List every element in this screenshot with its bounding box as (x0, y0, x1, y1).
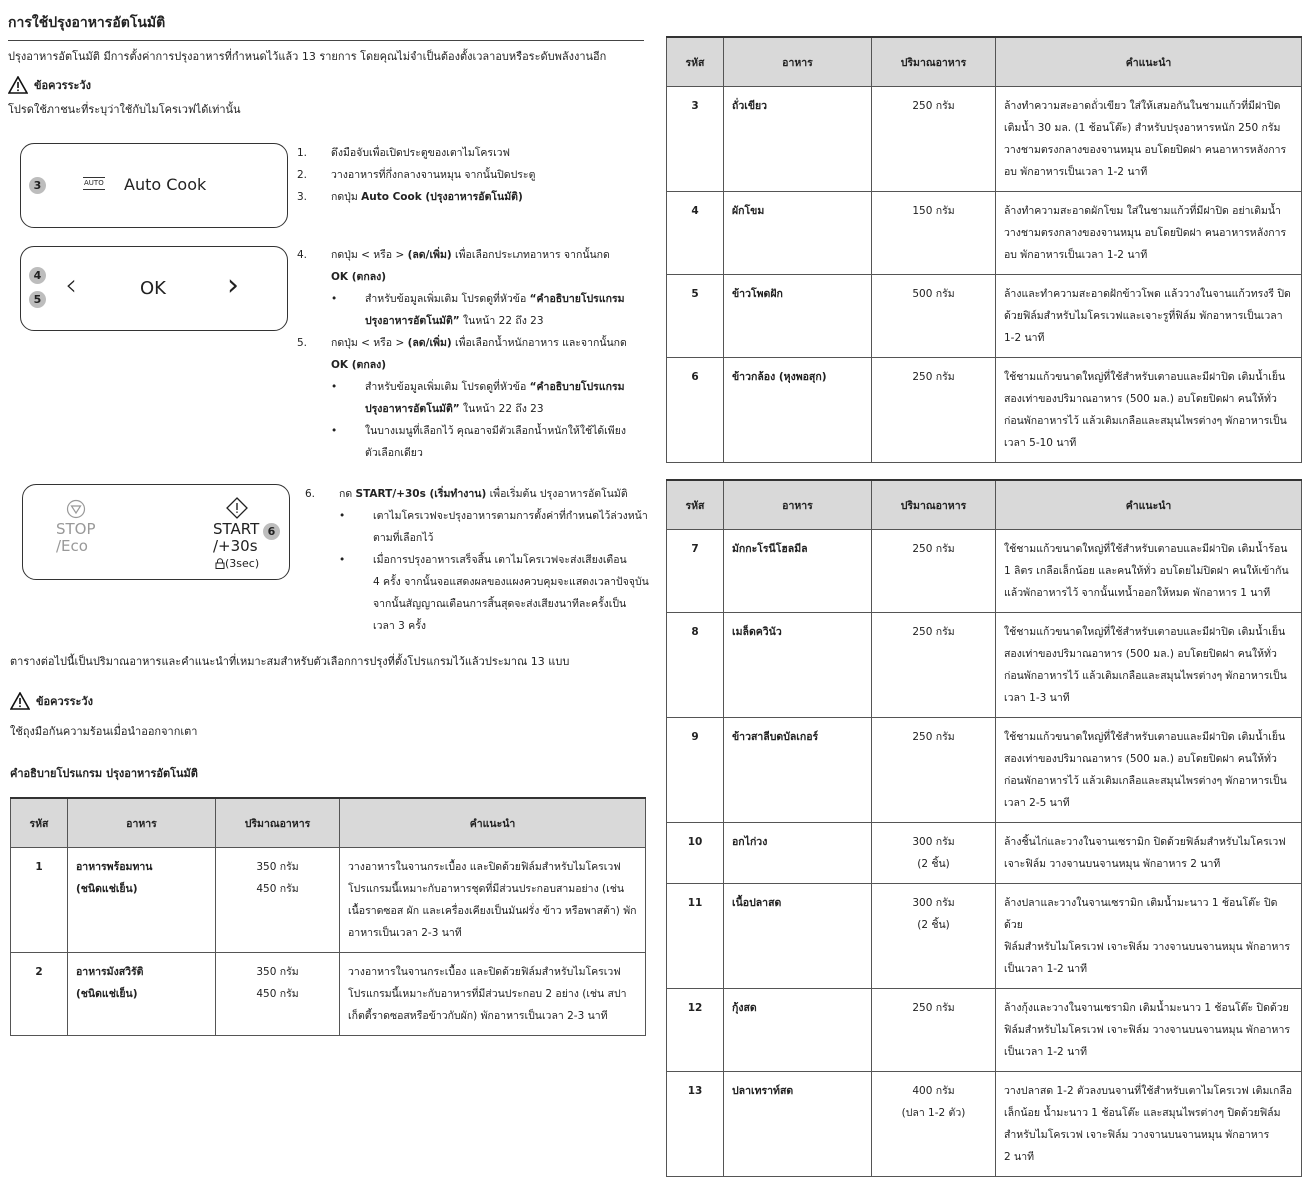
table-row (11, 848, 646, 953)
start-label: START (213, 520, 260, 538)
cell-food-line: ข้าวกล้อง (หุงพอสุก) (732, 371, 827, 383)
cell-qty (872, 718, 996, 823)
caution-text-2: ใช้ถุงมือกันความร้อนเมื่อนำออกจากเตา (10, 725, 198, 738)
header-advice: คำแนะนำ (996, 480, 1302, 530)
table-row (667, 884, 1302, 989)
start-icon (226, 497, 248, 519)
header-food: อาหาร (724, 480, 872, 530)
stop-label: STOP (56, 520, 96, 538)
cell-advice (996, 192, 1302, 275)
cell-advice-line: อาหารเป็นเวลา 2-3 นาที (348, 927, 462, 939)
cell-food-line: (ชนิดแช่เย็น) (76, 883, 138, 895)
cell-advice-line: เวลา 1-3 นาที (1004, 692, 1070, 704)
cell-qty (872, 613, 996, 718)
program-table-3 (666, 479, 1302, 1177)
cell-advice (996, 1072, 1302, 1177)
cell-qty (216, 848, 340, 953)
cell-advice-line: เวลา 5-10 นาที (1004, 437, 1077, 449)
cell-code: 11 (667, 884, 724, 989)
cell-qty (872, 192, 996, 275)
cell-qty-line: 250 กรัม (912, 100, 955, 112)
ok-panel (20, 246, 288, 331)
cell-code: 4 (667, 192, 724, 275)
cell-code: 5 (667, 275, 724, 358)
cell-advice-line: ฟิล์มสำหรับไมโครเวฟ เจาะฟิล์ม วางจานบนจานหมุน พักอาหาร (1004, 1024, 1290, 1036)
caution-heading-2 (10, 692, 93, 710)
step-badge-3: 3 (29, 177, 46, 194)
lock-hint (213, 555, 259, 572)
header-food: อาหาร (68, 798, 216, 848)
cell-qty-line: 250 กรัม (912, 1002, 955, 1014)
cell-food-line: ข้าวโพดฝัก (732, 288, 783, 300)
caution-label: ข้อควรระวัง (36, 695, 93, 708)
step-badge-5: 5 (29, 291, 46, 308)
cell-advice-line: สองเท่าของปริมาณอาหาร (500 มล.) อบโดยปิดฝา คนให้ทั่ว (1004, 753, 1277, 765)
step-2: วางอาหารที่กึ่งกลางจานหมุน จากนั้นปิดประตู (331, 169, 536, 181)
cell-advice-line: ใช้ชามแก้วขนาดใหญ่ที่ใช้สำหรับเตาอบและมีฝาปิด เติมน้ำเย็น (1004, 626, 1286, 638)
table-row (11, 953, 646, 1036)
cell-food-line: ถั่วเขียว (732, 100, 768, 112)
header-qty: ปริมาณอาหาร (872, 480, 996, 530)
cell-advice-line: อบ พักอาหารเป็นเวลา 1-2 นาที (1004, 166, 1148, 178)
start-button[interactable] (213, 521, 259, 572)
steps-1-3: 1. ดึงมือจับเพื่อเปิดประตูของเตาไมโครเวฟ 2. วางอาหารที่กึ่งกลางจานหมุน จากนั้นปิดประตู 3. กดปุ่ม Auto Cook (ปรุงอาหารอัตโนมัติ) (297, 142, 535, 208)
table-row (667, 530, 1302, 613)
lock-label: (3sec) (225, 557, 260, 570)
cell-food (724, 989, 872, 1072)
cell-code: 7 (667, 530, 724, 613)
header-advice: คำแนะนำ (340, 798, 646, 848)
cell-code: 13 (667, 1072, 724, 1177)
cell-advice-line: วางอาหารในจานกระเบื้อง และปิดด้วยฟิล์มสำหรับไมโครเวฟ (348, 861, 621, 873)
cell-food (724, 530, 872, 613)
cell-advice-line: สำหรับไมโครเวฟ เจาะฟิล์ม วางจานบนจานหมุน พักอาหาร (1004, 1129, 1270, 1141)
cell-food (724, 823, 872, 884)
cell-qty-line: 450 กรัม (256, 988, 299, 1000)
cell-code: 12 (667, 989, 724, 1072)
cell-code: 1 (11, 848, 68, 953)
table-row (667, 1072, 1302, 1177)
cell-qty (872, 358, 996, 463)
cell-qty-line: 450 กรัม (256, 883, 299, 895)
cell-advice-line: ล้างกุ้งและวางในจานเซรามิก เติมน้ำมะนาว 1 ช้อนโต๊ะ ปิดด้วย (1004, 1002, 1289, 1014)
cell-advice-line: วางชามตรงกลางของจานหมุน อบโดยปิดฝา คนอาหารหลังการ (1004, 227, 1287, 239)
cell-food-line: ข้าวสาลีบดบัลเกอร์ (732, 731, 819, 743)
cell-food-line: ผักโขม (732, 205, 765, 217)
cell-food (724, 613, 872, 718)
cell-advice (996, 358, 1302, 463)
cell-advice-line: 2 นาที (1004, 1151, 1035, 1163)
cell-advice (996, 989, 1302, 1072)
cell-advice-line: เติมน้ำ 30 มล. (1 ช้อนโต๊ะ) สำหรับปรุงอาหารหนัก 250 กรัม (1004, 122, 1281, 134)
cell-food-line: (ชนิดแช่เย็น) (76, 988, 138, 1000)
header-code: รหัส (11, 798, 68, 848)
cell-advice (340, 953, 646, 1036)
caution-text-1: โปรดใช้ภาชนะที่ระบุว่าใช้กับไมโครเวฟได้เท่านั้น (8, 103, 241, 116)
cell-qty-line: 250 กรัม (912, 731, 955, 743)
cell-code: 9 (667, 718, 724, 823)
table-row (667, 358, 1302, 463)
cell-advice-line: 1-2 นาที (1004, 332, 1045, 344)
cell-food-line: กุ้งสด (732, 1002, 757, 1014)
eco-label: /Eco (56, 537, 88, 555)
table-row (667, 718, 1302, 823)
cell-qty-line: (ปลา 1-2 ตัว) (901, 1107, 966, 1119)
cell-code: 2 (11, 953, 68, 1036)
cell-advice-line: วางปลาสด 1-2 ตัวลงบนจานที่ใช้สำหรับเตาไมโครเวฟ เติมเกลือ (1004, 1085, 1293, 1097)
cell-qty-line: (2 ชิ้น) (917, 858, 950, 870)
cell-food-line: เมล็ดควินัว (732, 626, 782, 638)
cell-qty-line: 250 กรัม (912, 626, 955, 638)
cell-food-line: อกไก่วง (732, 836, 768, 848)
cell-food (724, 1072, 872, 1177)
cell-advice (996, 823, 1302, 884)
table-row (667, 989, 1302, 1072)
cell-qty (872, 1072, 996, 1177)
cell-advice-line: ใช้ชามแก้วขนาดใหญ่ที่ใช้สำหรับเตาอบและมีฝาปิด เติมน้ำเย็น (1004, 371, 1286, 383)
steps-4-5: 4. กดปุ่ม < หรือ > (ลด/เพิ่ม) เพื่อเลือกประเภทอาหาร จากนั้นกด OK (ตกลง) • สำหรับข้อมูลเพิ่มเติม โปรดดูที่หัวข้อ “คำอธิบายโปรแกรม ปรุงอาหารอัตโนมัติ” ในหน้า 22 ถึง 23 5. กดปุ่ม < หรือ > (ลด/เพิ่ม) เพื่อเลือกน้ำหนักอาหาร และจากนั้นกด OK (ตกลง) • สำหรับข้อมูลเพิ่มเติม โปรดดูที่หัวข้อ “คำอธิบายโปรแกรม ปรุงอาหารอัตโนมัติ” ในหน้า 22 ถึง 23 • ในบางเมนูที่เลือกไว้ คุณอาจมีตัวเลือกน้ำหนักให้ใช้ได้เพียง ตัวเลือกเดียว (297, 244, 647, 464)
step-4-ok: OK (ตกลง) (331, 271, 387, 283)
cell-advice-line: วางชามตรงกลางของจานหมุน อบโดยปิดฝา คนอาหารหลังการ (1004, 144, 1287, 156)
cell-advice (340, 848, 646, 953)
auto-cook-panel (20, 143, 288, 228)
cell-advice-line: โปรแกรมนี้เหมาะกับอาหารที่มีส่วนประกอบ 2 อย่าง (เช่น สปา (348, 988, 627, 1000)
cell-advice-line: แล้วพักอาหารไว้ จากนั้นเทน้ำออกให้หมด พักอาหาร 1 นาที (1004, 587, 1271, 599)
left-column (8, 0, 648, 118)
header-code: รหัส (667, 37, 724, 87)
auto-icon: AUTO (83, 177, 105, 190)
cell-advice-line: ใช้ชามแก้วขนาดใหญ่ที่ใช้สำหรับเตาอบและมีฝาปิด เติมน้ำร้อน (1004, 543, 1288, 555)
cell-qty-line: 150 กรัม (912, 205, 955, 217)
cell-advice-line: ล้างทำความสะอาดถั่วเขียว ใส่ให้เสมอกันในชามแก้วที่มีฝาปิด (1004, 100, 1281, 112)
cell-code: 6 (667, 358, 724, 463)
section-title: คำอธิบายโปรแกรม ปรุงอาหารอัตโนมัติ (10, 767, 198, 780)
cell-code: 10 (667, 823, 724, 884)
step-5: กดปุ่ม < หรือ > (ลด/เพิ่ม) เพื่อเลือกน้ำหนักอาหาร และจากนั้นกด (331, 337, 627, 349)
cell-advice-line: ก่อนพักอาหารไว้ แล้วเติมเกลือและสมุนไพรต่างๆ พักอาหารเป็น (1004, 775, 1287, 787)
cell-qty (872, 275, 996, 358)
cell-advice-line: เนื้อราดซอส ผัก และเครื่องเคียงเป็นมันฝรั่ง ข้าว หรือพาสต้า) พัก (348, 905, 637, 917)
cell-advice-line: เวลา 2-5 นาที (1004, 797, 1070, 809)
cell-advice-line: วางอาหารในจานกระเบื้อง และปิดด้วยฟิล์มสำหรับไมโครเวฟ (348, 966, 621, 978)
table-row (667, 275, 1302, 358)
cell-food-line: เนื้อปลาสด (732, 897, 782, 909)
cell-code: 3 (667, 87, 724, 192)
header-food: อาหาร (724, 37, 872, 87)
cell-advice-line: ก่อนพักอาหารไว้ แล้วเติมเกลือและสมุนไพรต่างๆ พักอาหารเป็น (1004, 415, 1287, 427)
step-3: กดปุ่ม Auto Cook (ปรุงอาหารอัตโนมัติ) (331, 191, 523, 203)
cell-food (724, 884, 872, 989)
header-qty: ปริมาณอาหาร (216, 798, 340, 848)
caution-label: ข้อควรระวัง (34, 79, 91, 92)
stop-eco-button[interactable] (56, 521, 96, 555)
cell-advice-line: ล้างทำความสะอาดผักโขม ใส่ในชามแก้วที่มีฝาปิด อย่าเติมน้ำ (1004, 205, 1281, 217)
cell-food (68, 953, 216, 1036)
cell-advice-line: เจาะฟิล์ม วางจานบนจานหมุน พักอาหาร 2 นาที (1004, 858, 1221, 870)
cell-advice-line: เป็นเวลา 1-2 นาที (1004, 1046, 1088, 1058)
cell-food (68, 848, 216, 953)
step-badge-6: 6 (263, 523, 280, 540)
step-6: กด START/+30s (เริ่มทำงาน) เพื่อเริ่มต้น ปรุงอาหารอัตโนมัติ (339, 488, 628, 500)
caution-heading-1 (8, 76, 648, 94)
cell-qty-line: 250 กรัม (912, 371, 955, 383)
cell-advice-line: เล็กน้อย น้ำมะนาว 1 ช้อนโต๊ะ และสมุนไพรต่างๆ ปิดด้วยฟิล์ม (1004, 1107, 1281, 1119)
cell-code: 8 (667, 613, 724, 718)
cell-food (724, 275, 872, 358)
intro-text: ปรุงอาหารอัตโนมัติ มีการตั้งค่าการปรุงอาหารที่กำหนดไว้แล้ว 13 รายการ โดยคุณไม่จำเป็นต้องตั้งเวลาอบหรือระดับพลังงานอีก (8, 50, 607, 63)
cell-advice-line: ล้างชิ้นไก่และวางในจานเซรามิก ปิดด้วยฟิล์มสำหรับไมโครเวฟ (1004, 836, 1286, 848)
start-panel (22, 484, 290, 580)
page-title: การใช้ปรุงอาหารอัตโนมัติ (8, 0, 644, 41)
header-advice: คำแนะนำ (996, 37, 1302, 87)
right-arrow-button[interactable]: › (227, 268, 239, 303)
cell-qty (872, 87, 996, 192)
cell-qty (872, 823, 996, 884)
cell-advice (996, 613, 1302, 718)
left-arrow-button[interactable]: ‹ (65, 268, 77, 303)
cell-qty (872, 884, 996, 989)
stop-icon (66, 499, 86, 519)
cell-food (724, 358, 872, 463)
cell-advice-line: อบ พักอาหารเป็นเวลา 1-2 นาที (1004, 249, 1148, 261)
program-table-2 (666, 36, 1302, 463)
cell-qty (872, 989, 996, 1072)
cell-advice-line: สองเท่าของปริมาณอาหาร (500 มล.) อบโดยปิดฝา คนให้ทั่ว (1004, 393, 1277, 405)
cell-food-line: ปลาเทราท์สด (732, 1085, 794, 1097)
cell-qty-line: 300 กรัม (912, 897, 955, 909)
table-row (667, 613, 1302, 718)
cell-qty-line: 350 กรัม (256, 861, 299, 873)
cell-advice (996, 87, 1302, 192)
table-note: ตารางต่อไปนี้เป็นปริมาณอาหารและคำแนะนำที่เหมาะสมสำหรับตัวเลือกการปรุงที่ตั้งโปรแกรมไว้แล้วประมาณ 13 แบบ (10, 655, 570, 668)
cell-qty-line: 400 กรัม (912, 1085, 955, 1097)
warning-icon (8, 76, 28, 94)
cell-advice-line: ใช้ชามแก้วขนาดใหญ่ที่ใช้สำหรับเตาอบและมีฝาปิด เติมน้ำเย็น (1004, 731, 1286, 743)
cell-advice (996, 884, 1302, 989)
step-4: กดปุ่ม < หรือ > (ลด/เพิ่ม) เพื่อเลือกประเภทอาหาร จากนั้นกด (331, 249, 610, 261)
cell-advice (996, 718, 1302, 823)
cell-food-line: มักกะโรนีโฮลมีล (732, 543, 808, 555)
cell-advice-line: เป็นเวลา 1-2 นาที (1004, 963, 1088, 975)
cell-advice (996, 275, 1302, 358)
plus30-label: /+30s (213, 537, 258, 555)
cell-advice-line: สองเท่าของปริมาณอาหาร (500 มล.) อบโดยปิดฝา คนให้ทั่ว (1004, 648, 1277, 660)
cell-food (724, 718, 872, 823)
cell-qty-line: 250 กรัม (912, 543, 955, 555)
header-code: รหัส (667, 480, 724, 530)
cell-qty-line: 500 กรัม (912, 288, 955, 300)
step-badge-4: 4 (29, 267, 46, 284)
step-5-ok: OK (ตกลง) (331, 359, 387, 371)
cell-qty-line: 350 กรัม (256, 966, 299, 978)
header-qty: ปริมาณอาหาร (872, 37, 996, 87)
cell-qty-line: (2 ชิ้น) (917, 919, 950, 931)
table-row (667, 87, 1302, 192)
auto-cook-button[interactable]: Auto Cook (124, 175, 207, 194)
cell-food-line: อาหารพร้อมทาน (76, 861, 153, 873)
program-table-1 (10, 797, 646, 1036)
cell-advice-line: ฟิล์มสำหรับไมโครเวฟ เจาะฟิล์ม วางจานบนจานหมุน พักอาหาร (1004, 941, 1290, 953)
table-row (667, 192, 1302, 275)
cell-qty (872, 530, 996, 613)
step-5-note: ในบางเมนูที่เลือกไว้ คุณอาจมีตัวเลือกน้ำหนักให้ใช้ได้เพียง (365, 425, 626, 437)
lock-icon (215, 558, 225, 569)
cell-qty (216, 953, 340, 1036)
cell-advice-line: ด้วยฟิล์มสำหรับไมโครเวฟและเจาะรูที่ฟิล์ม พักอาหารเป็นเวลา (1004, 310, 1283, 322)
step-1: ดึงมือจับเพื่อเปิดประตูของเตาไมโครเวฟ (331, 147, 510, 159)
cell-food (724, 192, 872, 275)
cell-advice-line: โปรแกรมนี้เหมาะกับอาหารชุดที่มีส่วนประกอบสามอย่าง (เช่น (348, 883, 625, 895)
cell-advice-line: 1 ลิตร เกลือเล็กน้อย และคนให้ทั่ว อบโดยไม่ปิดฝา คนให้เข้ากัน (1004, 565, 1289, 577)
ok-button[interactable]: OK (140, 278, 166, 299)
cell-advice (996, 530, 1302, 613)
cell-advice-line: ก่อนพักอาหารไว้ แล้วเติมเกลือและสมุนไพรต่างๆ พักอาหารเป็น (1004, 670, 1287, 682)
cell-qty-line: 300 กรัม (912, 836, 955, 848)
cell-food-line: อาหารมังสวิรัติ (76, 966, 144, 978)
cell-advice-line: ล้างปลาและวางในจานเซรามิก เติมน้ำมะนาว 1 ช้อนโต๊ะ ปิดด้วย (1004, 897, 1278, 931)
cell-food (724, 87, 872, 192)
warning-icon (10, 692, 30, 710)
table-row (667, 823, 1302, 884)
cell-advice-line: เก็ตตี้ราดซอสหรือข้าวกับผัก) พักอาหารเป็นเวลา 2-3 นาที (348, 1010, 608, 1022)
cell-advice-line: ล้างและทำความสะอาดฝักข้าวโพด แล้ววางในจานแก้วทรงรี ปิด (1004, 288, 1291, 300)
step-6-block: 6. กด START/+30s (เริ่มทำงาน) เพื่อเริ่มต้น ปรุงอาหารอัตโนมัติ • เตาไมโครเวฟจะปรุงอาหารตามการตั้งค่าที่กำหนดไว้ล่วงหน้า ตามที่เลือกไว้ • เมื่อการปรุงอาหารเสร็จสิ้น เตาไมโครเวฟจะส่งเสียงเตือน 4 ครั้ง จากนั้นจอแสดงผลของแผงควบคุมจะแสดงเวลาปัจจุบัน จากนั้นสัญญาณเตือนการสิ้นสุดจะส่งเสียงนาทีละครั้งเป็น เวลา 3 ครั้ง (305, 483, 655, 637)
